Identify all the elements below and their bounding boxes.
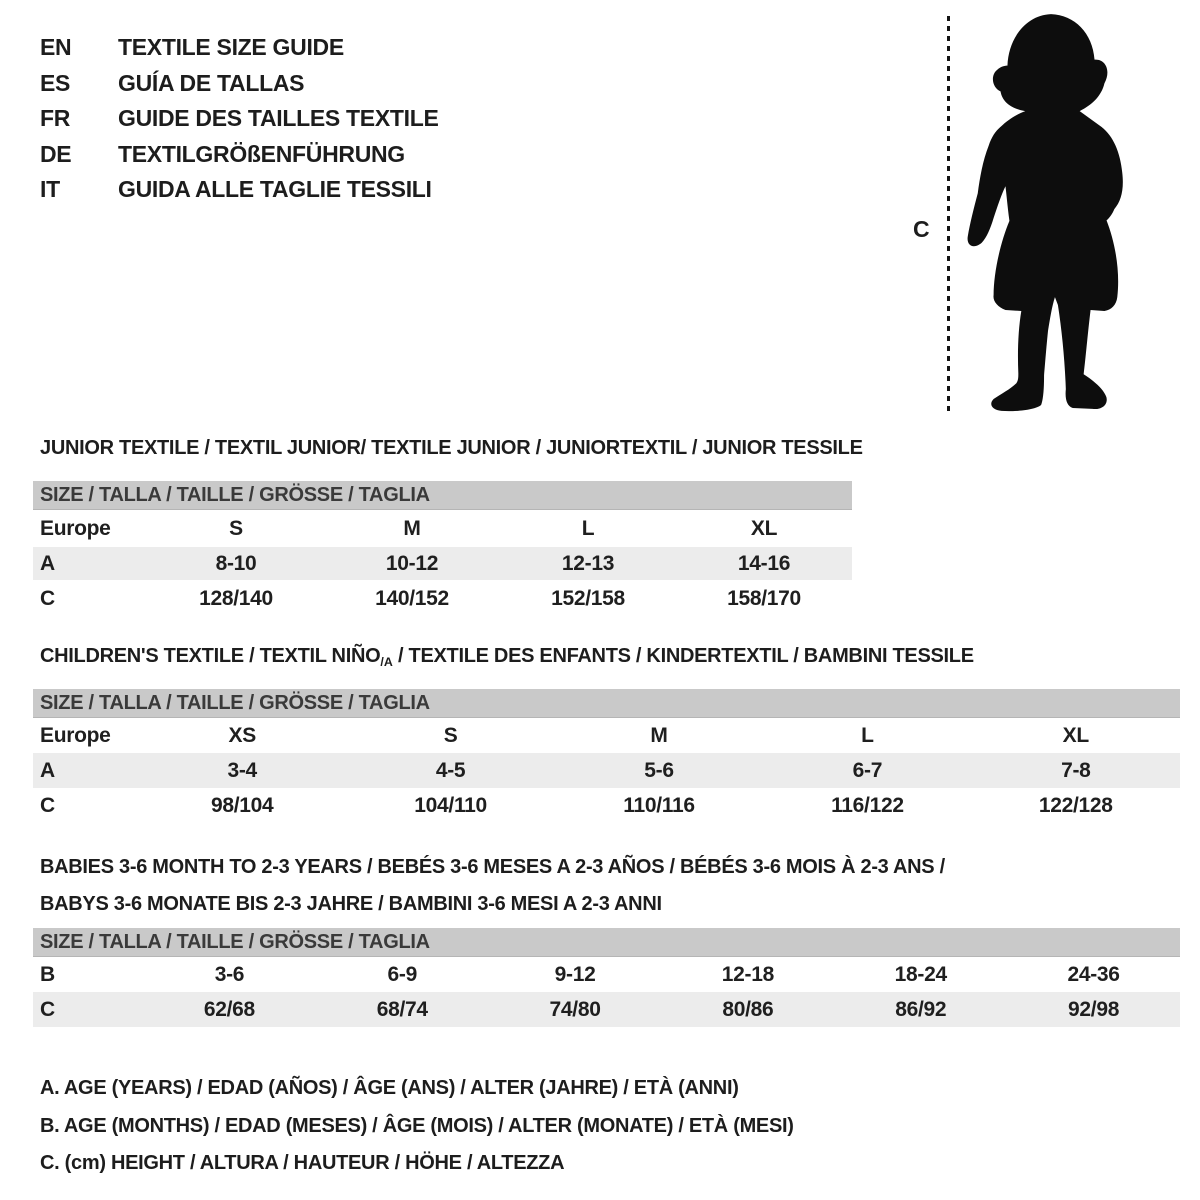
row-label: A bbox=[40, 758, 55, 782]
toddler-silhouette-icon bbox=[956, 12, 1144, 418]
language-code: DE bbox=[40, 140, 72, 167]
table-cell: 6-9 bbox=[387, 962, 417, 986]
junior-row-age bbox=[33, 547, 852, 580]
table-cell: M bbox=[650, 723, 668, 747]
babies-section-title-line1: BABIES 3-6 MONTH TO 2-3 YEARS / BEBÉS 3-6 MESES A 2-3 AÑOS / BÉBÉS 3-6 MOIS À 2-3 ANS / bbox=[40, 856, 945, 878]
children-row-age bbox=[33, 753, 1180, 788]
legend-age-months: B. AGE (MONTHS) / EDAD (MESES) / ÂGE (MOIS) / ALTER (MONATE) / ETÀ (MESI) bbox=[40, 1114, 794, 1137]
language-code: EN bbox=[40, 34, 72, 61]
table-cell: 14-16 bbox=[737, 551, 791, 575]
table-cell: S bbox=[443, 723, 458, 747]
legend-age-years: A. AGE (YEARS) / EDAD (AÑOS) / ÂGE (ANS) / ALTER (JAHRE) / ETÀ (ANNI) bbox=[40, 1077, 739, 1100]
junior-table-header: SIZE / TALLA / TAILLE / GRÖSSE / TAGLIA bbox=[33, 481, 852, 510]
children-title-main: CHILDREN'S TEXTILE / TEXTIL NIÑO bbox=[40, 645, 381, 667]
guide-title-de: TEXTILGRÖßENFÜHRUNG bbox=[118, 140, 405, 167]
table-cell: 152/158 bbox=[551, 586, 625, 610]
row-label: Europe bbox=[40, 723, 111, 747]
table-cell: 12-18 bbox=[721, 962, 775, 986]
babies-size-table bbox=[33, 928, 1180, 1027]
height-measure-dashed-line bbox=[947, 16, 950, 416]
table-cell: 80/86 bbox=[722, 997, 774, 1021]
junior-row-height bbox=[33, 580, 852, 617]
junior-size-table bbox=[33, 481, 852, 617]
table-cell: 158/170 bbox=[727, 586, 801, 610]
children-row-height bbox=[33, 788, 1180, 823]
language-row-de bbox=[40, 137, 439, 173]
language-row-it bbox=[40, 172, 439, 208]
row-label: C bbox=[40, 997, 55, 1021]
table-cell: 5-6 bbox=[644, 758, 674, 782]
table-cell: 18-24 bbox=[894, 962, 947, 986]
table-cell: L bbox=[861, 723, 874, 747]
guide-title-fr: GUIDE DES TAILLES TEXTILE bbox=[118, 105, 439, 132]
language-code: IT bbox=[40, 176, 60, 203]
row-label: C bbox=[40, 586, 55, 610]
table-cell: 24-36 bbox=[1067, 962, 1120, 986]
language-row-fr bbox=[40, 101, 439, 137]
legend-height-cm: C. (cm) HEIGHT / ALTURA / HAUTEUR / HÖHE / ALTEZZA bbox=[40, 1152, 565, 1175]
table-cell: L bbox=[581, 516, 595, 540]
guide-title-es: GUÍA DE TALLAS bbox=[118, 69, 305, 96]
table-cell: 128/140 bbox=[199, 586, 273, 610]
children-title-subscript: /A bbox=[380, 655, 393, 669]
children-table-header: SIZE / TALLA / TAILLE / GRÖSSE / TAGLIA bbox=[33, 689, 1180, 718]
table-cell: 4-5 bbox=[435, 758, 466, 782]
guide-title-en: TEXTILE SIZE GUIDE bbox=[118, 34, 344, 61]
table-cell: XS bbox=[228, 723, 256, 747]
table-cell: 3-6 bbox=[214, 962, 245, 986]
table-cell: 110/116 bbox=[623, 793, 695, 817]
table-cell: 6-7 bbox=[852, 758, 883, 782]
babies-table-header: SIZE / TALLA / TAILLE / GRÖSSE / TAGLIA bbox=[33, 928, 1180, 957]
table-cell: 122/128 bbox=[1038, 793, 1113, 817]
row-label: Europe bbox=[40, 516, 111, 540]
table-cell: 7-8 bbox=[1061, 758, 1091, 782]
measurement-legend bbox=[40, 1070, 794, 1183]
table-cell: 62/68 bbox=[203, 997, 255, 1021]
table-cell: XL bbox=[1062, 723, 1089, 747]
table-cell: 3-4 bbox=[227, 758, 257, 782]
babies-section-title-line2: BABYS 3-6 MONATE BIS 2-3 JAHRE / BAMBINI 3-6 MESI A 2-3 ANNI bbox=[40, 893, 662, 915]
table-cell: 116/122 bbox=[831, 793, 904, 817]
table-cell: 8-10 bbox=[215, 551, 257, 575]
language-row-es bbox=[40, 66, 439, 102]
language-title-list bbox=[40, 30, 439, 208]
children-size-table bbox=[33, 689, 1180, 823]
table-cell: S bbox=[229, 516, 243, 540]
row-label: A bbox=[40, 551, 55, 575]
table-cell: 9-12 bbox=[554, 962, 596, 986]
babies-row-height bbox=[33, 992, 1180, 1027]
table-cell: XL bbox=[750, 516, 778, 540]
guide-title-it: GUIDA ALLE TAGLIE TESSILI bbox=[118, 176, 432, 203]
table-cell: 104/110 bbox=[414, 793, 487, 817]
language-row-en bbox=[40, 30, 439, 66]
table-cell: 140/152 bbox=[375, 586, 449, 610]
table-cell: 86/92 bbox=[895, 997, 947, 1021]
junior-section-title: JUNIOR TEXTILE / TEXTIL JUNIOR/ TEXTILE JUNIOR / JUNIORTEXTIL / JUNIOR TESSILE bbox=[40, 437, 863, 459]
table-cell: 12-13 bbox=[561, 551, 615, 575]
table-cell: 68/74 bbox=[376, 997, 428, 1021]
table-cell: 98/104 bbox=[210, 793, 274, 817]
table-cell: M bbox=[403, 516, 421, 540]
table-cell: 10-12 bbox=[385, 551, 439, 575]
height-measure-label: C bbox=[913, 216, 930, 242]
row-label: C bbox=[40, 793, 55, 817]
language-code: FR bbox=[40, 105, 71, 132]
row-label: B bbox=[40, 962, 55, 986]
table-cell: 92/98 bbox=[1068, 997, 1120, 1021]
junior-row-europe bbox=[33, 510, 852, 547]
table-cell: 74/80 bbox=[549, 997, 601, 1021]
language-code: ES bbox=[40, 69, 71, 96]
children-section-title bbox=[40, 645, 974, 668]
children-row-europe bbox=[33, 718, 1180, 753]
children-title-rest: / TEXTILE DES ENFANTS / KINDERTEXTIL / BAMBINI TESSILE bbox=[392, 645, 974, 667]
babies-row-months bbox=[33, 957, 1180, 992]
